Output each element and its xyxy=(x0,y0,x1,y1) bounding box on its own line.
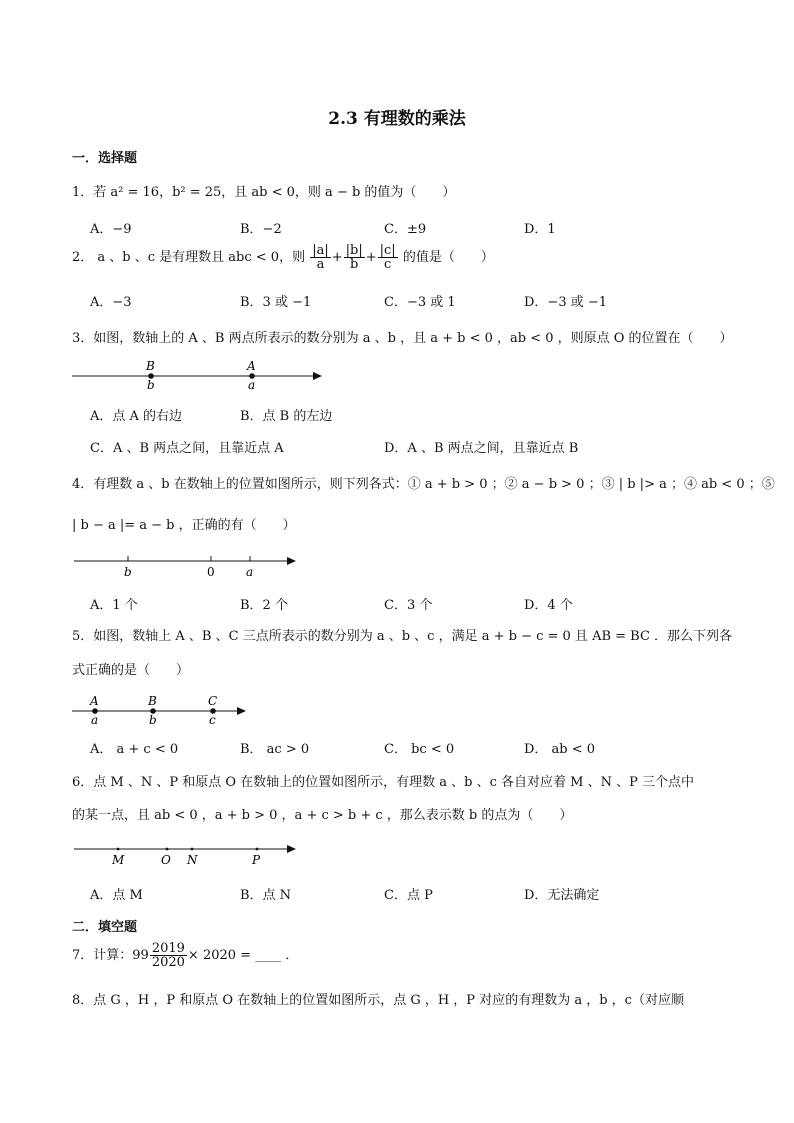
question-7-fraction: $\frac{2019}{2020}$ xyxy=(151,941,185,970)
point-m-label: M xyxy=(112,853,125,867)
question-3-stem: 3．如图，数轴上的 A 、B 两点所表示的数分别为 a 、b ，且 a + b < 0 ，ab < 0 ，则原点 O 的位置在（ ） xyxy=(72,331,733,346)
section-heading-choice: 一．选择题 xyxy=(72,151,138,166)
question-2-option-a[interactable]: A．−3 xyxy=(90,295,132,310)
point-c-label: C xyxy=(208,694,218,708)
axis-arrow xyxy=(287,845,296,853)
question-4-stem-line-1: 4．有理数 a 、b 在数轴上的位置如图所示，则下列各式：① a + b > 0 ；② a − b > 0 ；③ | b |> a ；④ ab < 0 ；⑤ xyxy=(72,477,775,492)
question-1-option-a[interactable]: A．−9 xyxy=(90,222,132,237)
question-2-stem-end: 的值是（ ） xyxy=(402,250,494,265)
question-6-option-a[interactable]: A．点 M xyxy=(90,888,143,903)
point-a-label: A xyxy=(247,359,256,373)
point-c-value: c xyxy=(209,713,216,726)
question-4-option-d[interactable]: D．4 个 xyxy=(524,598,573,613)
point-p-label: P xyxy=(252,853,261,867)
question-2-stem: 2． a 、b 、c 是有理数且 abc < 0，则 $\frac{|a|}{a}$ + $\frac{|b|}{b}$ + $\frac{|c|}{c}$ 的值是（ ） xyxy=(72,243,494,272)
question-1-option-c[interactable]: C．±9 xyxy=(384,222,427,237)
question-2-stem-start: 2． a 、b 、c 是有理数且 abc < 0，则 xyxy=(72,250,306,265)
axis-arrow xyxy=(287,557,296,565)
question-5-stem-line-2: 式正确的是（ ） xyxy=(72,663,190,678)
question-6-option-d[interactable]: D．无法确定 xyxy=(524,888,600,903)
question-4-option-b[interactable]: B．2 个 xyxy=(240,598,288,613)
question-3-option-d[interactable]: D．A 、B 两点之间，且靠近点 B xyxy=(384,441,579,456)
page-title: 2.3 有理数的乘法 xyxy=(328,109,466,129)
question-5-option-d[interactable]: D． ab < 0 xyxy=(524,742,596,757)
point-o-dot xyxy=(166,848,169,851)
section-heading-fill: 二．填空题 xyxy=(72,920,138,935)
question-3-option-c[interactable]: C．A 、B 两点之间，且靠近点 A xyxy=(90,441,284,456)
point-b-value: b xyxy=(149,713,157,726)
point-m-dot xyxy=(117,848,120,851)
question-4-option-a[interactable]: A．1 个 xyxy=(90,598,138,613)
point-n-dot xyxy=(191,848,194,851)
question-8-stem: 8．点 G ，H ，P 和原点 O 在数轴上的位置如图所示，点 G ，H ，P 对应的有理数为 a ，b ，c（对应顺 xyxy=(72,993,684,1008)
question-3-option-b[interactable]: B．点 B 的左边 xyxy=(240,409,333,424)
question-5-number-line xyxy=(70,690,250,726)
tick-label-b: b xyxy=(124,565,132,579)
question-5-option-c[interactable]: C． bc < 0 xyxy=(384,742,455,757)
question-2-option-b[interactable]: B．3 或 −1 xyxy=(240,295,312,310)
question-2-fraction-b: $\frac{|b|}{b}$ xyxy=(345,243,363,272)
question-4-stem-line-2: | b − a |= a − b ，正确的有（ ） xyxy=(72,518,296,533)
axis-arrow xyxy=(237,707,246,715)
question-4-option-c[interactable]: C．3 个 xyxy=(384,598,433,613)
question-2-fraction-a: $\frac{|a|}{a}$ xyxy=(312,243,329,272)
tick-label-a: a xyxy=(246,565,254,579)
point-a-value: a xyxy=(91,713,99,726)
question-2-fraction-c: $\frac{|c|}{c}$ xyxy=(379,243,396,272)
question-1-stem: 1．若 a² = 16，b² = 25，且 ab < 0，则 a − b 的值为（ ） xyxy=(72,185,456,200)
point-a-value: a xyxy=(248,378,256,392)
point-a-label: A xyxy=(90,694,99,708)
question-3-number-line xyxy=(70,356,326,392)
point-p-dot xyxy=(256,848,259,851)
question-2-option-d[interactable]: D．−3 或 −1 xyxy=(524,295,608,310)
point-b-value: b xyxy=(147,378,155,392)
question-7-stem xyxy=(72,942,298,969)
point-b-label: B xyxy=(146,359,155,373)
question-6-number-line xyxy=(72,840,302,870)
question-5-option-a[interactable]: A． a + c < 0 xyxy=(90,742,179,757)
question-3-option-a[interactable]: A．点 A 的右边 xyxy=(90,409,183,424)
question-6-option-b[interactable]: B．点 N xyxy=(240,888,292,903)
question-1-option-b[interactable]: B．−2 xyxy=(240,222,282,237)
question-6-option-c[interactable]: C．点 P xyxy=(384,888,433,903)
point-o-label: O xyxy=(161,853,171,867)
question-4-number-line xyxy=(72,551,300,581)
tick-label-zero: 0 xyxy=(207,565,215,579)
question-7-stem-end: × 2020 = ____ ． xyxy=(187,948,299,963)
point-n-label: N xyxy=(187,853,198,867)
question-5-option-b[interactable]: B． ac > 0 xyxy=(240,742,310,757)
question-6-stem-line-2: 的某一点，且 ab < 0 ，a + b > 0 ，a + c > b + c ，那么表示数 b 的点为（ ） xyxy=(72,808,573,823)
axis-arrow xyxy=(313,372,322,380)
question-6-stem-line-1: 6．点 M 、N 、P 和原点 O 在数轴上的位置如图所示，有理数 a 、b 、c 各自对应着 M 、N 、P 三个点中 xyxy=(72,775,695,790)
point-b-label: B xyxy=(148,694,157,708)
question-1-option-d[interactable]: D．1 xyxy=(524,222,556,237)
question-2-option-c[interactable]: C．−3 或 1 xyxy=(384,295,456,310)
question-7-stem-start: 7．计算：99 xyxy=(72,948,149,963)
question-5-stem-line-1: 5．如图，数轴上 A 、B 、C 三点所表示的数分别为 a 、b 、c ，满足 a + b − c = 0 且 AB = BC ．那么下列各 xyxy=(72,629,733,644)
